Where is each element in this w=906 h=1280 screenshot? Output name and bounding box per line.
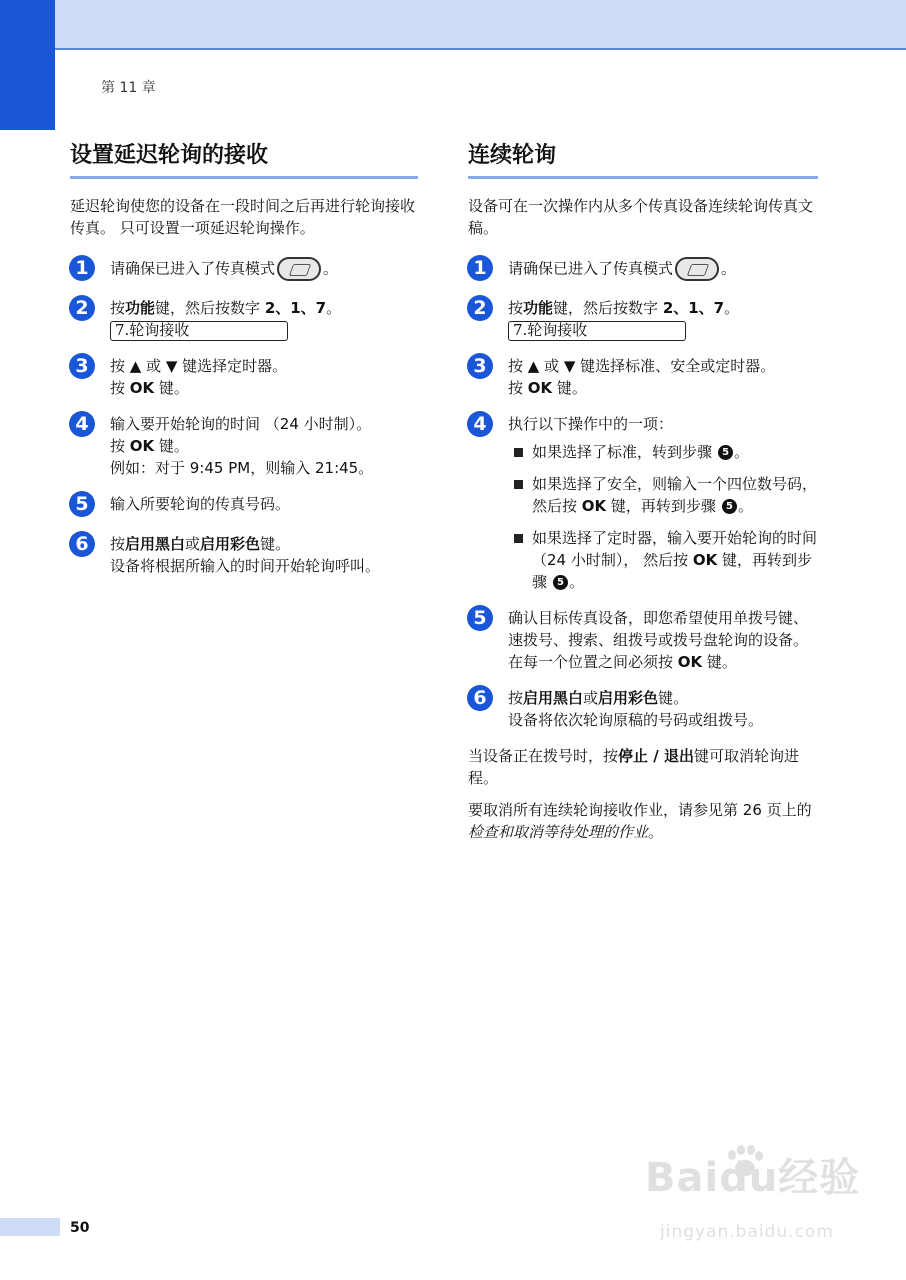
step-text: 按 [110,437,130,455]
step-number: 4 [467,411,493,437]
bullet-text: 键，再转到步骤 [606,497,716,515]
key-digits: 2、1、7 [662,299,725,317]
bullet-text: 键，再转到步骤 [532,551,813,591]
step-text-end: 。 [760,357,776,375]
key-name: 功能 [523,299,554,317]
header-band [0,0,906,50]
watermark [640,1145,870,1250]
step-text-end: 键。 [260,535,291,553]
step-number: 6 [69,531,95,557]
step-5 [468,607,818,673]
step-6 [70,533,418,577]
menu-option: 安全 [607,475,638,493]
reference-note [468,799,818,843]
step-text: 或 [583,689,599,707]
bullet-text: 如果选择了 [532,475,608,493]
section-title: 设置延迟轮询的接收 [70,140,418,179]
right-column [468,140,818,853]
key-name: 停止 / 退出 [618,747,694,765]
step-ref-icon: 5 [553,575,568,590]
step-number: 4 [69,411,95,437]
step-number: 6 [467,685,493,711]
lcd-display: 7.轮询接收 [508,321,686,341]
key-name: OK [581,497,607,515]
step-text: 按 ▲ 或 ▼ 键选择 [508,357,626,375]
bullet-text-end: 。 [734,443,750,461]
key-digits: 2、1、7 [264,299,327,317]
key-name: 启用彩色 [200,535,261,553]
menu-option: 标准 [607,443,638,461]
menu-option: 定时器 [607,529,653,547]
list-item [508,527,818,593]
step-text: 按 [508,299,524,317]
para-text-end: 键可取消轮询进程。 [468,747,799,787]
step-text: 键，然后按数字 [553,299,663,317]
step-2 [468,297,818,341]
separator: 或 [700,357,716,375]
step-text: 输入所要轮询的传真号码。 [110,495,291,513]
step-text-end: 。 [272,357,288,375]
step-text: 按 [110,299,126,317]
bullet-text: 如果选择了 [532,529,608,547]
step-ref-icon: 5 [722,499,737,514]
step-ref-icon: 5 [718,445,733,460]
para-text: 当设备正在拨号时，按 [468,747,619,765]
page-number: 50 [70,1220,90,1236]
key-name: OK [527,379,553,397]
step-6 [468,687,818,731]
cross-reference-link[interactable]: 检查和取消等待处理的作业 [468,823,649,841]
step-1 [70,257,418,283]
step-number: 2 [69,295,95,321]
step-1 [468,257,818,283]
step-text: 键，然后按数字 [155,299,265,317]
step-text: 按 [508,379,528,397]
para-text: 要取消所有连续轮询接收作业，请参见第 26 页上的 [468,801,812,819]
key-name: OK [692,551,718,569]
key-name: 启用黑白 [125,535,186,553]
step-4 [468,413,818,593]
step-text-end: 键。 [658,689,689,707]
step-text: 或 [185,535,201,553]
list-item [508,441,818,463]
bullet-text-end: 。 [569,573,585,591]
footer-bar [0,1218,60,1236]
key-name: 启用彩色 [598,689,659,707]
bullet-text: ，输入要开始轮询的时间 （24 小时制）， 然后按 [532,529,818,569]
step-number: 1 [467,255,493,281]
step-text: 按 [110,535,126,553]
step-text-end: 键。 [154,379,189,397]
bullet-text-end: 。 [737,497,753,515]
step-text: 请确保已进入了传真模式 [110,259,276,278]
key-name: OK [129,379,155,397]
section-intro: 延迟轮询使您的设备在一段时间之后再进行轮询接收传真。 只可设置一项延迟轮询操作。 [70,197,416,237]
step-text-end: 键。 [702,653,737,671]
step-note: 设备将依次轮询原稿的号码或组拨号。 [508,711,764,729]
step-number: 3 [69,353,95,379]
chapter-tab [0,0,55,130]
step-text-end: 键。 [552,379,587,397]
step-number: 2 [467,295,493,321]
step-4 [70,413,418,479]
step-text-end: 键。 [154,437,189,455]
key-name: 功能 [125,299,156,317]
list-item [508,473,818,517]
step-text: 输入要开始轮询的时间 （24 小时制）。 [110,415,372,433]
step-number: 5 [467,605,493,631]
menu-option: 定时器 [227,357,273,375]
bullet-text: ，则输入一个四位数号码，然后按 [532,475,818,515]
menu-option: 标准 [625,357,656,375]
step-text: 确认目标传真设备，即您希望使用单拨号键、速拨号、搜索、组拨号或拨号盘轮询的设备。在每一个位置之间必须按 [508,609,809,671]
step-text: 按 ▲ 或 ▼ 键选择 [110,357,228,375]
watermark-brand: Baidu经验 [645,1155,861,1201]
step-3 [70,355,418,399]
menu-option: 定时器 [715,357,761,375]
lcd-display: 7.轮询接收 [110,321,288,341]
step-text: 按 [508,689,524,707]
step-number: 5 [69,491,95,517]
step-5 [70,493,418,519]
separator: 、 [655,357,671,375]
cancel-note [468,745,818,789]
step-text: 按 [110,379,130,397]
step-text: 执行以下操作中的一项： [508,415,674,433]
section-intro: 设备可在一次操作内从多个传真设备连续轮询传真文稿。 [468,197,814,237]
menu-option: 安全 [670,357,701,375]
step-text-end: 。 [326,299,342,317]
step-note: 设备将根据所输入的时间开始轮询呼叫。 [110,557,381,575]
step-text-end: 。 [721,259,737,278]
fax-mode-button-icon [675,257,719,281]
step-number: 3 [467,353,493,379]
option-list [508,441,818,593]
step-2 [70,297,418,341]
key-name: 启用黑白 [523,689,584,707]
key-name: OK [129,437,155,455]
key-name: OK [677,653,703,671]
chapter-label: 第 11 章 [101,80,156,96]
step-text-end: 。 [323,259,339,278]
step-example: 例如：对于 9:45 PM，则输入 21:45。 [110,459,374,477]
fax-mode-button-icon [277,257,321,281]
watermark-url: jingyan.baidu.com [660,1222,834,1242]
step-number: 1 [69,255,95,281]
left-column [70,140,418,591]
step-text: 请确保已进入了传真模式 [508,259,674,278]
bullet-text: 如果选择了 [532,443,608,461]
bullet-text: ，转到步骤 [637,443,713,461]
section-title: 连续轮询 [468,140,818,179]
step-3 [468,355,818,399]
step-text-end: 。 [724,299,740,317]
para-text-end: 。 [648,823,664,841]
